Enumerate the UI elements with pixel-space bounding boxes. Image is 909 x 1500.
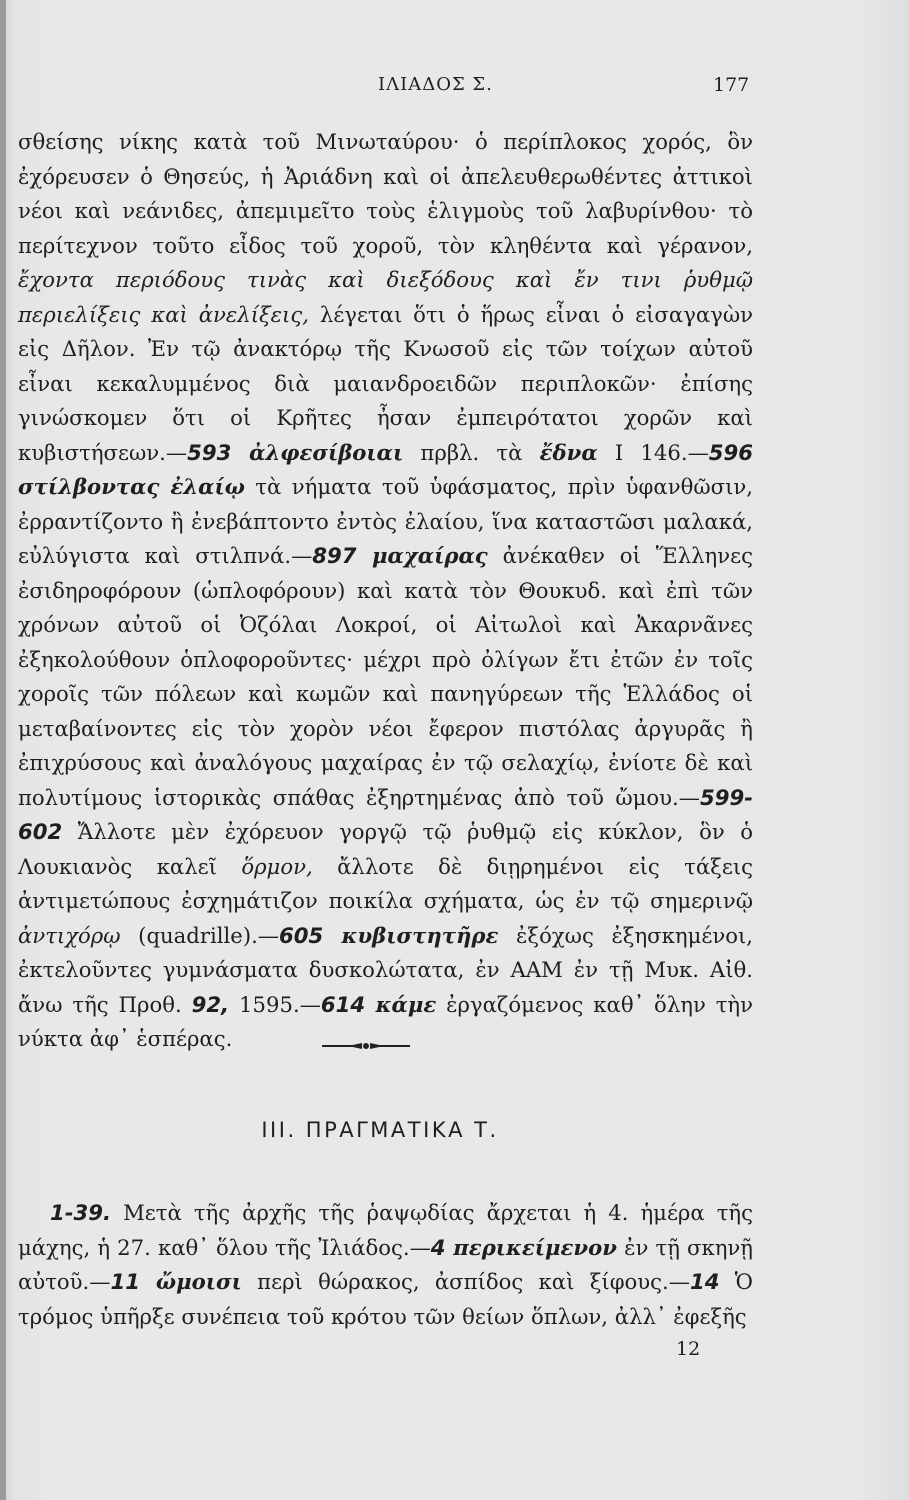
commentary-paragraph (18, 125, 753, 1057)
italic-quote: ἔχοντα περιόδους τινὰς καὶ διεξόδους καὶ ἔν τινι ῥυθμῷ περιελίξεις καὶ ἀνελίξεις, (18, 267, 753, 327)
page-binding-edge (0, 0, 6, 1500)
text-run: Ἄλλοτε μὲν ἐχόρευον γοργῷ τῷ ῥυθμῷ εἰς κύκλον, ὃν ὁ Λουκιανὸς καλεῖ (18, 819, 753, 879)
text-run: ἐν τῇ σκηνῇ αὐτοῦ.— (18, 1234, 753, 1294)
lemma-term: ἔδνα (539, 439, 598, 465)
lemma-term: περικείμενον (445, 1234, 617, 1260)
verse-reference: 593 (187, 439, 232, 465)
lemma-term: στίλβοντας ἐλαίῳ (18, 474, 245, 499)
text-run: σθείσης νίκης κατὰ τοῦ Μινωταύρου· ὁ περίπλοκος χορός, ὃν ἐχόρευσεν ὁ Θησεύς, ἡ Ἀριάδνη καὶ οἱ ἀπελευθερωθέντες ἀττικοὶ νέοι καὶ νεάνιδες, ἀπεμιμεῖτο τοὺς ἑλιγμοὺς τοῦ λαβυρίνθου· τὸ περίτεχνον τοῦτο εἶδος τοῦ χοροῦ, τὸν κληθέντα καὶ γέρανον, (18, 129, 753, 258)
italic-word: ὅρμον, (241, 853, 313, 879)
ornament-divider (318, 1040, 414, 1052)
page-number: 177 (713, 74, 750, 96)
verse-reference: 4 (430, 1234, 446, 1260)
lemma-term: μαχαίρας (356, 543, 488, 568)
page-header (0, 74, 909, 104)
verse-reference: 1-39. (50, 1200, 112, 1225)
italic-word: ἀντιχόρῳ (18, 922, 121, 948)
text-run: πρβλ. τὰ (403, 439, 540, 465)
lemma-term: ὤμοισι (139, 1269, 242, 1294)
text-run: Ὁ τρόμος ὑπῆρξε συνέπεια τοῦ κρότου τῶν θείων ὅπλων, ἀλλ᾽ ἐφεξῆς (18, 1269, 753, 1329)
verse-reference: 897 (312, 543, 357, 568)
signature-mark: 12 (676, 1338, 701, 1360)
text-run: ἀνέκαθεν οἱ Ἕλληνες ἐσιδηροφόρουν (ὡπλοφόρουν) καὶ κατὰ τὸν Θουκυδ. καὶ ἐπὶ τῶν χρόνων αὐτοῦ οἱ Ὀζόλαι Λοκροί, οἱ Αἰτωλοὶ καὶ Ἀκαρνᾶνες ἐξηκολούθουν ὁπλοφοροῦντες· μέχρι πρὸ ὀλίγων ἔτι ἐτῶν ἐν τοῖς χοροῖς τῶν πόλεων καὶ κωμῶν καὶ πανηγύρεων τῆς Ἑλλάδος οἱ μεταβαίνοντες εἰς τὸν χορὸν νέοι ἔφερον πιστόλας ἀργυρᾶς ἢ ἐπιχρύσους καὶ ἀναλόγους μαχαίρας ἐν τῷ σελαχίῳ, ἐνίοτε δὲ καὶ πολυτίμους ἱστορικὰς σπάθας ἐξηρτημένας ἀπὸ τοῦ ὤμου.— (18, 543, 753, 810)
verse-reference: 92, (191, 991, 230, 1017)
verse-reference: 596 (708, 439, 754, 465)
text-run: ἄλλοτε δὲ διῃρημένοι εἰς τάξεις ἀντιμετώπους ἐσχημάτιζον ποικίλα σχήματα, ὡς ἐν τῷ σημερινῷ (18, 853, 753, 913)
section-text (18, 1196, 753, 1334)
verse-reference: 605 (279, 922, 324, 948)
text-run: ἐργαζόμενος καθ᾽ ὅλην τὴν νύκτα ἀφ᾽ ἑσπέρας. (18, 991, 754, 1051)
text-run: τὰ νήματα τοῦ ὑφάσματος, πρὶν ὑφανθῶσιν, ἐρραντίζοντο ἢ ἐνεβάπτοντο ἐντὸς ἐλαίου, ἵνα καταστῶσι μαλακά, εὐλύγιστα καὶ στιλπνά.— (18, 474, 753, 568)
verse-reference: 11 (110, 1269, 140, 1294)
section-heading: ΙΙΙ. ΠΡΑΓΜΑΤΙΚΑ Τ. (261, 1118, 499, 1142)
lemma-term: κάμε (365, 991, 437, 1017)
section-paragraph (18, 1196, 753, 1334)
text-run: Μετὰ τῆς ἀρχῆς τῆς ῥαψῳδίας ἄρχεται ἡ 4. ἡμέρα τῆς μάχης, ἡ 27. καθ᾽ ὅλου τῆς Ἰλιάδος.— (18, 1200, 753, 1260)
lemma-term: ἀλφεσίβοιαι (231, 439, 404, 465)
verse-reference: 14 (689, 1269, 720, 1294)
running-title: ΙΛΙΑΔΟΣ Σ. (378, 74, 493, 95)
lemma-term: κυβιστητῆρε (323, 922, 499, 948)
verse-reference: 599-602 (18, 784, 753, 844)
commentary-text (18, 125, 753, 1057)
text-run: (quadrille).— (120, 922, 280, 948)
text-run: 1595.— (229, 991, 321, 1017)
text-run: Ι 146.— (597, 439, 709, 465)
verse-reference: 614 (320, 991, 366, 1017)
text-run: λέγεται ὅτι ὁ ἥρως εἶναι ὁ εἰσαγαγὼν εἰς Δῆλον. Ἐν τῷ ἀνακτόρῳ τῆς Κνωσοῦ εἰς τῶν τοίχων αὐτοῦ εἶναι κεκαλυμμένος διὰ μαιανδροειδῶν περιπλοκῶν· ἐπίσης γινώσκομεν ὅτι οἱ Κρῆτες ἦσαν ἐμπειρότατοι χορῶν καὶ κυβιστήσεων.— (18, 301, 753, 465)
text-run: ἐξόχως ἐξησκημένοι, ἐκτελοῦντες γυμνάσματα δυσκολώτατα, ἐν ΑΑΜ ἐν τῇ Μυκ. Αἰθ. ἄνω τῆς Προθ. (18, 922, 753, 1017)
text-run: περὶ θώρακος, ἀσπίδος καὶ ξίφους.— (241, 1269, 690, 1294)
